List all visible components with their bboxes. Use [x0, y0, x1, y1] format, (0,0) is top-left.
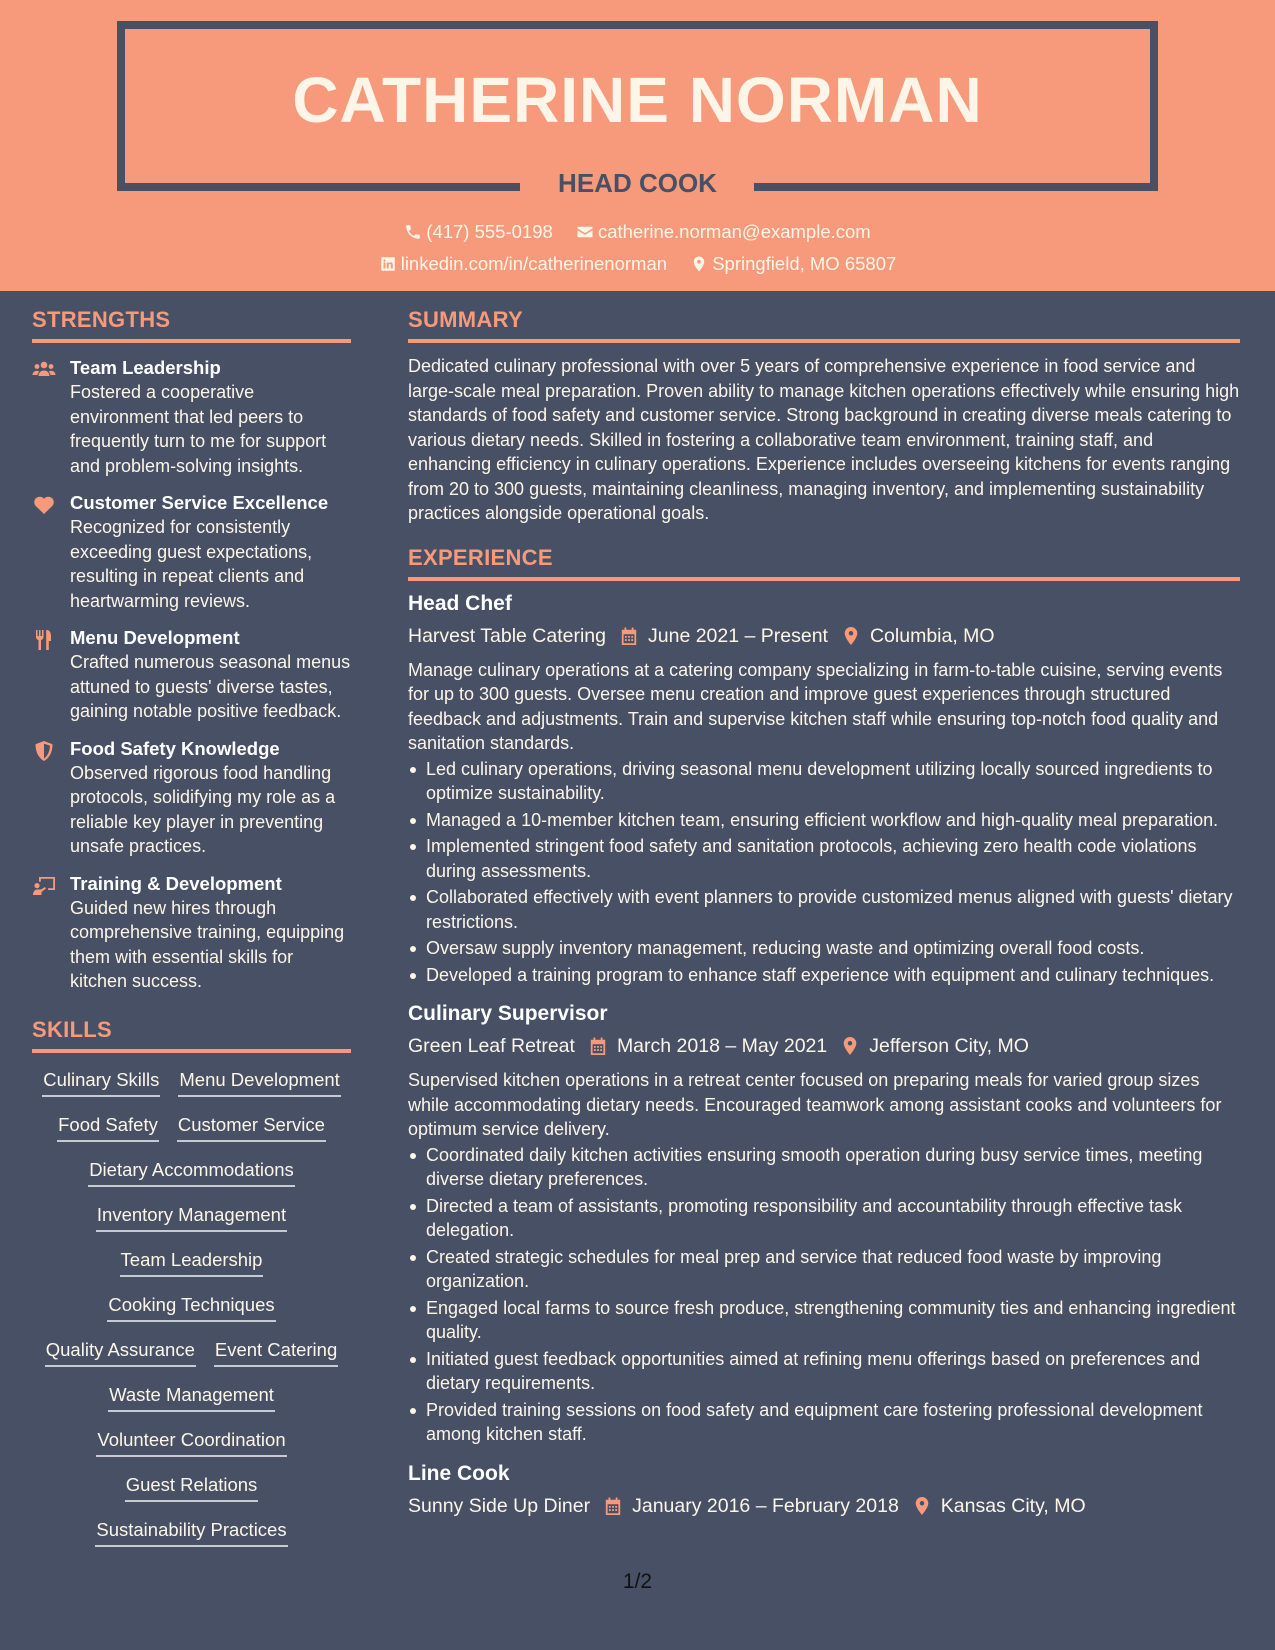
contact-location [690, 251, 896, 277]
list-item: Initiated guest feedback opportunities aimed at refining menu offerings based on preferences and dietary requirements. [408, 1347, 1240, 1396]
job-meta [408, 1493, 1240, 1519]
candidate-name: CATHERINE NORMAN [292, 64, 983, 136]
shield-icon [32, 740, 56, 762]
skill-tag: Culinary Skills [42, 1067, 160, 1097]
job-bullets [408, 757, 1240, 988]
strength-text: Observed rigorous food handling protocols, solidifying my role as a reliable key player in preventing unsafe practices. [70, 762, 336, 856]
email-text: catherine.norman@example.com [597, 221, 871, 242]
skill-tag: Quality Assurance [45, 1337, 196, 1367]
contact-email[interactable] [576, 219, 871, 245]
job-location: Columbia, MO [869, 624, 995, 647]
list-item: Implemented stringent food safety and sanitation protocols, achieving zero health code violations during assessments. [408, 834, 1240, 883]
job-company: Harvest Table Catering [408, 624, 606, 647]
map-marker-icon [842, 626, 860, 646]
job-meta [408, 1033, 1240, 1059]
list-item: Provided training sessions on food safety and equipment care fostering professional development among kitchen staff. [408, 1398, 1240, 1447]
calendar-icon [589, 1036, 607, 1056]
utensils-icon [32, 629, 56, 651]
strength-item [32, 737, 351, 859]
calendar-icon [620, 626, 638, 646]
job-dates: January 2016 – February 2018 [632, 1494, 899, 1517]
job-title: Line Cook [408, 1461, 510, 1485]
strengths-heading: STRENGTHS [32, 306, 351, 343]
skill-tag: Cooking Techniques [107, 1292, 275, 1322]
strength-title: Menu Development [70, 627, 240, 648]
list-item: Managed a 10-member kitchen team, ensuring efficient workflow and high-quality meal preparation. [408, 808, 1240, 833]
job-location: Jefferson City, MO [869, 1035, 1029, 1057]
skill-tag: Customer Service [177, 1112, 326, 1142]
list-item: Developed a training program to enhance staff experience with equipment and culinary techniques. [408, 963, 1240, 988]
strength-text: Recognized for consistently exceeding guest expectations, resulting in repeat clients and heartwarming reviews. [70, 517, 313, 611]
job-entry [408, 1000, 1240, 1447]
list-item: Directed a team of assistants, promoting responsibility and accountability through effective task delegation. [408, 1194, 1240, 1243]
list-item: Oversaw supply inventory management, reducing waste and optimizing overall food costs. [408, 936, 1240, 961]
contact-phone[interactable] [404, 219, 553, 245]
job-title: Head Chef [408, 591, 512, 615]
job-description: Manage culinary operations at a catering company specializing in farm-to-table cuisine, serving events for up to 300 guests. Oversee menu creation and improve guest experiences through structured feedback and adjustments. Train and supervise kitchen staff while ensuring top-notch food quality and sanitation standards. [408, 659, 1223, 753]
resume-header [0, 0, 1275, 291]
job-meta [408, 623, 1240, 649]
skill-tag: Menu Development [178, 1067, 340, 1097]
chalkboard-teacher-icon [32, 875, 56, 897]
heart-icon [32, 494, 56, 516]
skill-tag: Event Catering [214, 1337, 338, 1367]
page-number: 1/2 [622, 1570, 653, 1593]
job-dates: March 2018 – May 2021 [616, 1035, 828, 1057]
skill-tag: Volunteer Coordination [96, 1427, 286, 1457]
list-item: Coordinated daily kitchen activities ensuring smooth operation during busy service times, meeting diverse dietary preferences. [408, 1143, 1240, 1192]
users-icon [32, 359, 56, 381]
strength-text: Guided new hires through comprehensive training, equipping them with essential skills for kitchen success. [70, 897, 345, 991]
contact-line-1 [0, 219, 1275, 248]
candidate-role: HEAD COOK [558, 168, 717, 198]
calendar-icon [604, 1496, 622, 1516]
summary-heading: SUMMARY [408, 306, 1240, 343]
job-bullets [408, 1143, 1240, 1447]
strength-title: Training & Development [70, 872, 282, 894]
list-item: Created strategic schedules for meal prep and service that reduced food waste by improving organization. [408, 1245, 1240, 1294]
strength-title: Customer Service Excellence [70, 492, 329, 513]
job-company: Sunny Side Up Diner [408, 1494, 591, 1517]
linkedin-icon [379, 255, 397, 273]
strength-item [32, 626, 351, 724]
strength-title: Team Leadership [70, 357, 221, 378]
skills-heading: SKILLS [32, 1016, 351, 1053]
strength-item [32, 356, 351, 478]
phone-icon [404, 223, 422, 241]
skill-tag: Sustainability Practices [95, 1517, 287, 1547]
skill-tag: Waste Management [108, 1382, 275, 1412]
list-item: Engaged local farms to source fresh produce, strengthening community ties and enhancing ingredient quality. [408, 1296, 1240, 1345]
job-title: Culinary Supervisor [408, 1002, 608, 1025]
left-column [32, 291, 351, 1562]
skills-list [32, 1067, 351, 1562]
job-entry [408, 1460, 1240, 1519]
skill-tag: Dietary Accommodations [88, 1157, 295, 1187]
job-description: Supervised kitchen operations in a retreat center focused on preparing meals for varied group sizes while accommodating dietary needs. Encouraged teamwork among assistant cooks and volunteers for optimum service delivery. [408, 1070, 1222, 1139]
envelope-icon [576, 223, 594, 241]
skill-tag: Inventory Management [96, 1202, 287, 1232]
strength-text: Fostered a cooperative environment that led peers to frequently turn to me for support and problem-solving insights. [70, 382, 327, 476]
phone-text: (417) 555-0198 [426, 221, 553, 242]
contact-linkedin[interactable] [379, 251, 667, 277]
strength-text: Crafted numerous seasonal menus attuned to guests' diverse tastes, gaining notable positive feedback. [70, 652, 351, 721]
skill-tag: Team Leadership [120, 1247, 264, 1277]
job-dates: June 2021 – Present [648, 624, 828, 647]
job-location: Kansas City, MO [940, 1494, 1086, 1517]
strength-item [32, 872, 351, 994]
map-marker-icon [841, 1036, 859, 1056]
map-marker-icon [690, 255, 708, 273]
skill-tag: Food Safety [57, 1112, 159, 1142]
strength-item [32, 491, 351, 613]
linkedin-text: linkedin.com/in/catherinenorman [400, 253, 668, 274]
list-item: Collaborated effectively with event planners to provide customized menus aligned with guests' dietary restrictions. [408, 885, 1240, 934]
experience-heading: EXPERIENCE [408, 544, 1240, 581]
job-entry [408, 590, 1240, 988]
map-marker-icon [913, 1496, 931, 1516]
location-text: Springfield, MO 65807 [712, 253, 897, 274]
skill-tag: Guest Relations [125, 1472, 259, 1502]
job-company: Green Leaf Retreat [408, 1035, 575, 1057]
right-column [408, 291, 1240, 1519]
summary-text: Dedicated culinary professional with over 5 years of comprehensive experience in food service and large-scale meal preparation. Proven ability to manage kitchen operations effectively while ensuring high standards of food safety and customer service. Strong background in creating diverse meals catering to various dietary needs. Skilled in fostering a collaborative team environment, training staff, and enhancing efficiency in culinary operations. Experience includes overseeing kitchens for events ranging from 20 to 300 guests, maintaining cleanliness, managing inventory, and implementing sustainability practices alongside operational goals. [408, 356, 1240, 523]
contact-line-2 [0, 251, 1275, 280]
strength-title: Food Safety Knowledge [70, 737, 280, 759]
list-item: Led culinary operations, driving seasonal menu development utilizing locally sourced ingredients to optimize sustainability. [408, 757, 1240, 806]
